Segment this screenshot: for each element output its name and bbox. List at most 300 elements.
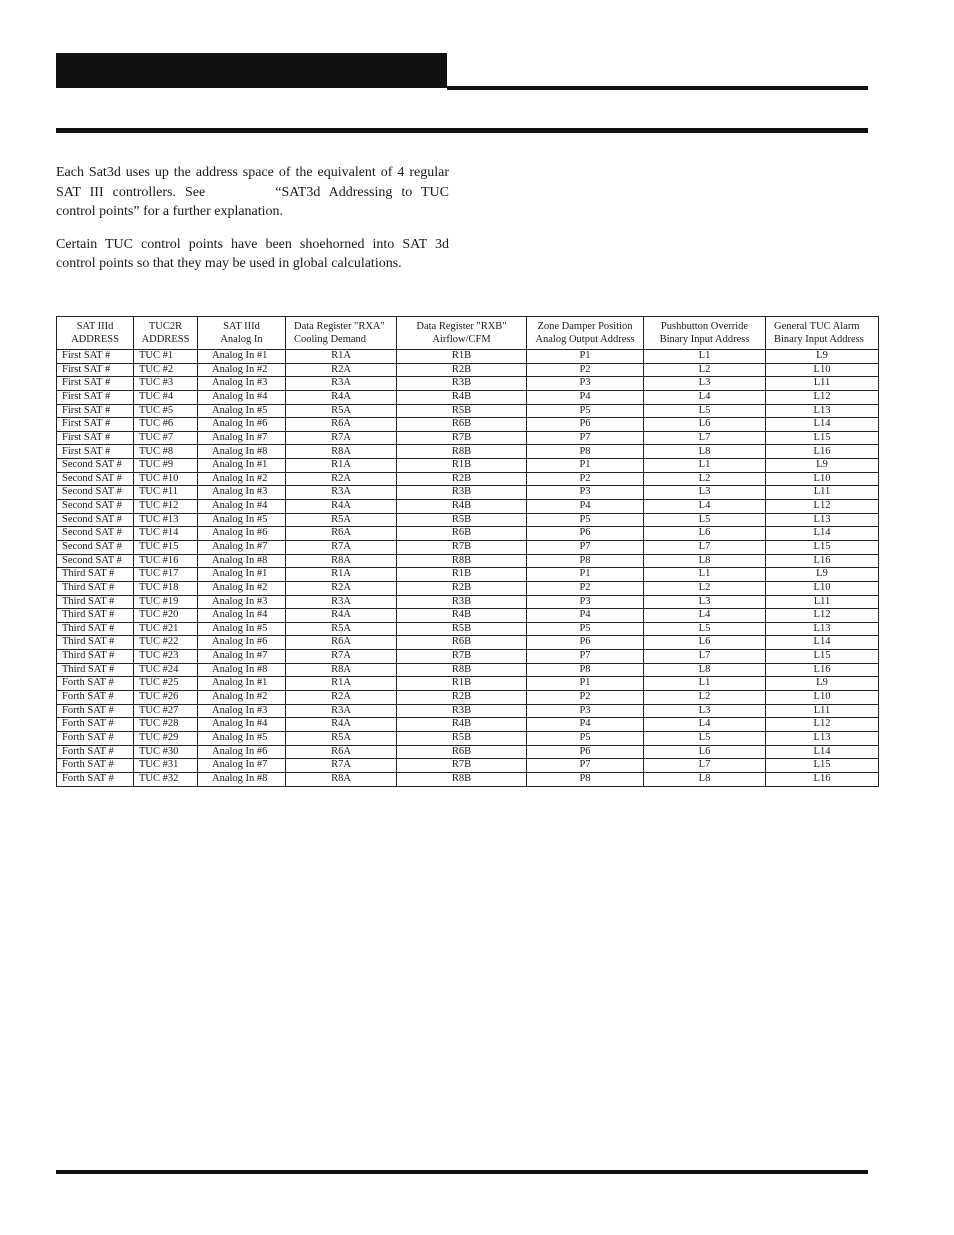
table-cell: R8A [286,554,397,568]
table-cell: First SAT # [57,431,134,445]
table-cell: R5A [286,622,397,636]
column-header-line: Binary Input Address [774,334,864,345]
table-cell: R8B [397,772,527,786]
table-cell: Analog In #7 [198,431,286,445]
table-cell: L8 [644,663,766,677]
table-cell: R2A [286,472,397,486]
table-row [57,745,879,759]
column-header [198,317,286,350]
table-cell: L4 [644,500,766,514]
table-row [57,418,879,432]
table-cell: TUC #14 [134,527,198,541]
table-cell: R2B [397,363,527,377]
table-cell: L13 [766,731,879,745]
table-cell: TUC #21 [134,622,198,636]
table-cell: R4B [397,609,527,623]
table-cell: R4B [397,390,527,404]
table-cell: R8A [286,445,397,459]
table-row [57,350,879,364]
table-cell: P7 [527,431,644,445]
table-cell: P7 [527,540,644,554]
table-cell: P4 [527,500,644,514]
table-cell: P5 [527,622,644,636]
table-cell: R4A [286,500,397,514]
table-cell: Forth SAT # [57,704,134,718]
table-cell: L11 [766,486,879,500]
table-row [57,568,879,582]
table-cell: R3A [286,595,397,609]
table-cell: R7A [286,759,397,773]
table-cell: TUC #20 [134,609,198,623]
table-cell: P3 [527,704,644,718]
table-cell: R2B [397,581,527,595]
table-cell: R8B [397,663,527,677]
table-row [57,527,879,541]
table-cell: Forth SAT # [57,759,134,773]
table-cell: Analog In #6 [198,418,286,432]
table-cell: R3B [397,704,527,718]
table-cell: L1 [644,568,766,582]
column-header-line: Pushbutton Override [660,321,749,332]
table-cell: R8B [397,554,527,568]
header-block [56,53,447,88]
table-cell: R1A [286,459,397,473]
column-header [286,317,397,350]
table-cell: L10 [766,472,879,486]
table-cell: Second SAT # [57,500,134,514]
table-cell: P2 [527,363,644,377]
table-cell: P8 [527,554,644,568]
table-cell: First SAT # [57,350,134,364]
column-header-line: Data Register "RXA" [294,321,385,332]
column-header [644,317,766,350]
table-cell: L7 [644,650,766,664]
table-cell: R7B [397,650,527,664]
table-cell: R4A [286,609,397,623]
table-row [57,731,879,745]
table-cell: L6 [644,527,766,541]
table-cell: TUC #31 [134,759,198,773]
table-cell: L15 [766,431,879,445]
table-cell: Second SAT # [57,472,134,486]
table-cell: P7 [527,759,644,773]
table-cell: Analog In #2 [198,581,286,595]
table-cell: R5B [397,513,527,527]
table-cell: TUC #13 [134,513,198,527]
table-cell: R8B [397,445,527,459]
table-cell: Analog In #3 [198,377,286,391]
table-cell: First SAT # [57,390,134,404]
table-cell: Third SAT # [57,568,134,582]
column-header-line: Binary Input Address [659,334,750,345]
table-cell: Analog In #6 [198,636,286,650]
table-cell: R2A [286,691,397,705]
table-cell: TUC #24 [134,663,198,677]
column-header-line: Cooling Demand [294,334,367,345]
table-cell: Third SAT # [57,581,134,595]
table-cell: L14 [766,745,879,759]
table-cell: Analog In #1 [198,677,286,691]
table-cell: L12 [766,718,879,732]
table-cell: L3 [644,377,766,391]
table-cell: R6B [397,418,527,432]
table-cell: L4 [644,390,766,404]
table-cell: L1 [644,350,766,364]
table-cell: P1 [527,459,644,473]
table-cell: P6 [527,418,644,432]
table-cell: L6 [644,745,766,759]
table-cell: L2 [644,691,766,705]
table-cell: L16 [766,663,879,677]
table-cell: First SAT # [57,418,134,432]
table-cell: R6A [286,636,397,650]
table-cell: P3 [527,595,644,609]
table-row [57,540,879,554]
table-cell: TUC #25 [134,677,198,691]
table-cell: TUC #30 [134,745,198,759]
table-cell: TUC #19 [134,595,198,609]
table-cell: Analog In #8 [198,554,286,568]
table-cell: R4A [286,390,397,404]
column-header [57,317,134,350]
table-cell: Analog In #1 [198,459,286,473]
table-cell: L16 [766,554,879,568]
table-row [57,445,879,459]
table-cell: P1 [527,350,644,364]
table-cell: TUC #22 [134,636,198,650]
table-cell: R2A [286,581,397,595]
intro-p1-end: “SAT3d Addressing to TUC control points” for a further explanation. [56,184,449,219]
table-cell: L12 [766,500,879,514]
table-cell: Analog In #7 [198,540,286,554]
table-cell: TUC #5 [134,404,198,418]
table-cell: R3A [286,377,397,391]
table-cell: Forth SAT # [57,772,134,786]
table-cell: R1B [397,350,527,364]
table-cell: P8 [527,445,644,459]
table-cell: R6B [397,636,527,650]
table-cell: R8A [286,772,397,786]
table-cell: L7 [644,540,766,554]
table-cell: Analog In #3 [198,595,286,609]
table-cell: P1 [527,568,644,582]
table-row [57,472,879,486]
table-cell: Second SAT # [57,513,134,527]
table-cell: R5B [397,622,527,636]
table-cell: R1A [286,568,397,582]
table-cell: L7 [644,759,766,773]
table-cell: R7A [286,650,397,664]
table-cell: R3A [286,704,397,718]
table-row [57,691,879,705]
table-cell: Analog In #7 [198,759,286,773]
table-cell: R5B [397,404,527,418]
table-cell: L1 [644,459,766,473]
table-cell: Analog In #5 [198,731,286,745]
table-cell: L12 [766,390,879,404]
table-cell: Third SAT # [57,595,134,609]
header-rule [447,86,868,90]
table-row [57,459,879,473]
table-cell: R1B [397,677,527,691]
table-cell: Analog In #4 [198,500,286,514]
table-cell: First SAT # [57,445,134,459]
table-cell: L4 [644,609,766,623]
table-cell: R1B [397,459,527,473]
table-cell: Analog In #8 [198,445,286,459]
table-cell: P2 [527,472,644,486]
table-row [57,663,879,677]
table-cell: TUC #3 [134,377,198,391]
table-cell: First SAT # [57,404,134,418]
column-header-line: SAT IIId [76,321,114,332]
table-row [57,595,879,609]
table-cell: L15 [766,759,879,773]
table-row [57,636,879,650]
table-cell: R6B [397,527,527,541]
table-cell: Analog In #5 [198,404,286,418]
column-header-line: SAT IIId [223,321,260,332]
table-cell: L9 [766,350,879,364]
table-row [57,377,879,391]
column-header-line: Airflow/CFM [432,334,491,345]
table-cell: P6 [527,636,644,650]
table-cell: R3B [397,595,527,609]
table-cell: TUC #32 [134,772,198,786]
table-cell: R1B [397,568,527,582]
table-cell: Analog In #8 [198,663,286,677]
intro-text [56,163,449,287]
table-cell: R4B [397,718,527,732]
table-row [57,609,879,623]
column-header-line: General TUC Alarm [774,321,860,332]
column-header-line: Zone Damper Position [537,321,633,332]
table-cell: L9 [766,677,879,691]
table-header-row [57,317,879,350]
table-row [57,486,879,500]
table-cell: P5 [527,513,644,527]
table-row [57,622,879,636]
table-cell: TUC #4 [134,390,198,404]
table-cell: TUC #10 [134,472,198,486]
table-cell: P4 [527,390,644,404]
table-cell: L9 [766,568,879,582]
table-cell: P3 [527,377,644,391]
table-cell: R5A [286,731,397,745]
table-cell: Analog In #8 [198,772,286,786]
table-cell: L2 [644,581,766,595]
table-cell: L2 [644,472,766,486]
table-cell: R1A [286,350,397,364]
table-row [57,404,879,418]
table-cell: R7B [397,431,527,445]
column-header [397,317,527,350]
table-cell: Analog In #1 [198,568,286,582]
table-row [57,704,879,718]
table-cell: Analog In #6 [198,745,286,759]
table-cell: TUC #8 [134,445,198,459]
table-cell: TUC #11 [134,486,198,500]
table-cell: Second SAT # [57,540,134,554]
table-cell: Analog In #3 [198,704,286,718]
table-cell: L12 [766,609,879,623]
table-cell: L13 [766,404,879,418]
table-cell: L11 [766,377,879,391]
table-cell: TUC #23 [134,650,198,664]
table-cell: TUC #26 [134,691,198,705]
table-cell: TUC #1 [134,350,198,364]
column-header-line: TUC2R [148,321,183,332]
table-cell: Analog In #4 [198,718,286,732]
table-cell: L15 [766,540,879,554]
table-cell: P1 [527,677,644,691]
table-cell: Second SAT # [57,486,134,500]
table-cell: R4A [286,718,397,732]
table-cell: R2B [397,691,527,705]
table-cell: R6A [286,527,397,541]
table-row [57,513,879,527]
table-cell: TUC #6 [134,418,198,432]
table-cell: L3 [644,486,766,500]
table-cell: P5 [527,404,644,418]
column-header-line: Analog Output Address [535,334,635,345]
table-cell: TUC #16 [134,554,198,568]
table-cell: Analog In #4 [198,609,286,623]
table-row [57,363,879,377]
table-cell: L16 [766,772,879,786]
table-cell: R6A [286,745,397,759]
table-cell: Forth SAT # [57,745,134,759]
table-cell: Analog In #4 [198,390,286,404]
table-row [57,431,879,445]
table-cell: L15 [766,650,879,664]
table-cell: L14 [766,527,879,541]
table-cell: L3 [644,595,766,609]
table-cell: Second SAT # [57,459,134,473]
table-cell: L5 [644,731,766,745]
table-cell: Analog In #5 [198,622,286,636]
column-header-line: Data Register "RXB" [416,321,507,332]
intro-paragraph-1 [56,163,449,222]
table-cell: R2A [286,363,397,377]
column-header [134,317,198,350]
table-cell: TUC #15 [134,540,198,554]
table-cell: L5 [644,404,766,418]
table-cell: R5A [286,513,397,527]
table-cell: Second SAT # [57,554,134,568]
table-row [57,718,879,732]
table-cell: R7B [397,540,527,554]
table-cell: P7 [527,650,644,664]
table-cell: Forth SAT # [57,691,134,705]
table-cell: Analog In #2 [198,472,286,486]
table-cell: Analog In #3 [198,486,286,500]
table-cell: TUC #12 [134,500,198,514]
section-rule [56,128,868,133]
table-row [57,650,879,664]
table-cell: Analog In #1 [198,350,286,364]
table-cell: L11 [766,704,879,718]
table-cell: L2 [644,363,766,377]
table-cell: L5 [644,622,766,636]
table-row [57,772,879,786]
table-cell: L5 [644,513,766,527]
table-cell: L6 [644,418,766,432]
table-cell: L4 [644,718,766,732]
table-cell: L9 [766,459,879,473]
table-cell: Analog In #2 [198,363,286,377]
table-cell: R7A [286,431,397,445]
table-cell: P5 [527,731,644,745]
table-cell: TUC #27 [134,704,198,718]
table-cell: L3 [644,704,766,718]
table-cell: Forth SAT # [57,718,134,732]
table-cell: P3 [527,486,644,500]
table-cell: P4 [527,609,644,623]
table-cell: Analog In #2 [198,691,286,705]
table-cell: R2B [397,472,527,486]
table-cell: R5B [397,731,527,745]
table-cell: R4B [397,500,527,514]
table-cell: L7 [644,431,766,445]
intro-p1-start: Each Sat3d uses up the address space of the equivalent of 4 regular SAT III controllers. See [56,165,449,200]
table-cell: L6 [644,636,766,650]
table-cell: R6A [286,418,397,432]
table-cell: P6 [527,527,644,541]
table-cell: P4 [527,718,644,732]
table-cell: P8 [527,772,644,786]
table-cell: Third SAT # [57,636,134,650]
column-header [766,317,879,350]
table-cell: Forth SAT # [57,677,134,691]
table-cell: L14 [766,636,879,650]
table-cell: Analog In #7 [198,650,286,664]
table-cell: TUC #18 [134,581,198,595]
table-row [57,390,879,404]
table-cell: TUC #2 [134,363,198,377]
table-cell: L13 [766,513,879,527]
table-cell: R3B [397,486,527,500]
table-cell: L10 [766,691,879,705]
table-row [57,759,879,773]
table-cell: Forth SAT # [57,731,134,745]
table-cell: P2 [527,581,644,595]
table-cell: Analog In #6 [198,527,286,541]
table-cell: Third SAT # [57,650,134,664]
column-header-line: ADDRESS [141,334,190,345]
table-cell: First SAT # [57,363,134,377]
table-cell: L8 [644,554,766,568]
table-cell: P8 [527,663,644,677]
table-cell: R1A [286,677,397,691]
table-cell: R7A [286,540,397,554]
table-cell: L1 [644,677,766,691]
table-cell: Third SAT # [57,622,134,636]
table-cell: L11 [766,595,879,609]
table-cell: L10 [766,363,879,377]
table-row [57,581,879,595]
table-cell: R3A [286,486,397,500]
table-cell: L16 [766,445,879,459]
table-cell: R8A [286,663,397,677]
table-cell: TUC #7 [134,431,198,445]
column-header-line: Analog In [220,334,263,345]
table-row [57,677,879,691]
table-row [57,500,879,514]
table-row [57,554,879,568]
table-cell: Third SAT # [57,609,134,623]
table-cell: R7B [397,759,527,773]
